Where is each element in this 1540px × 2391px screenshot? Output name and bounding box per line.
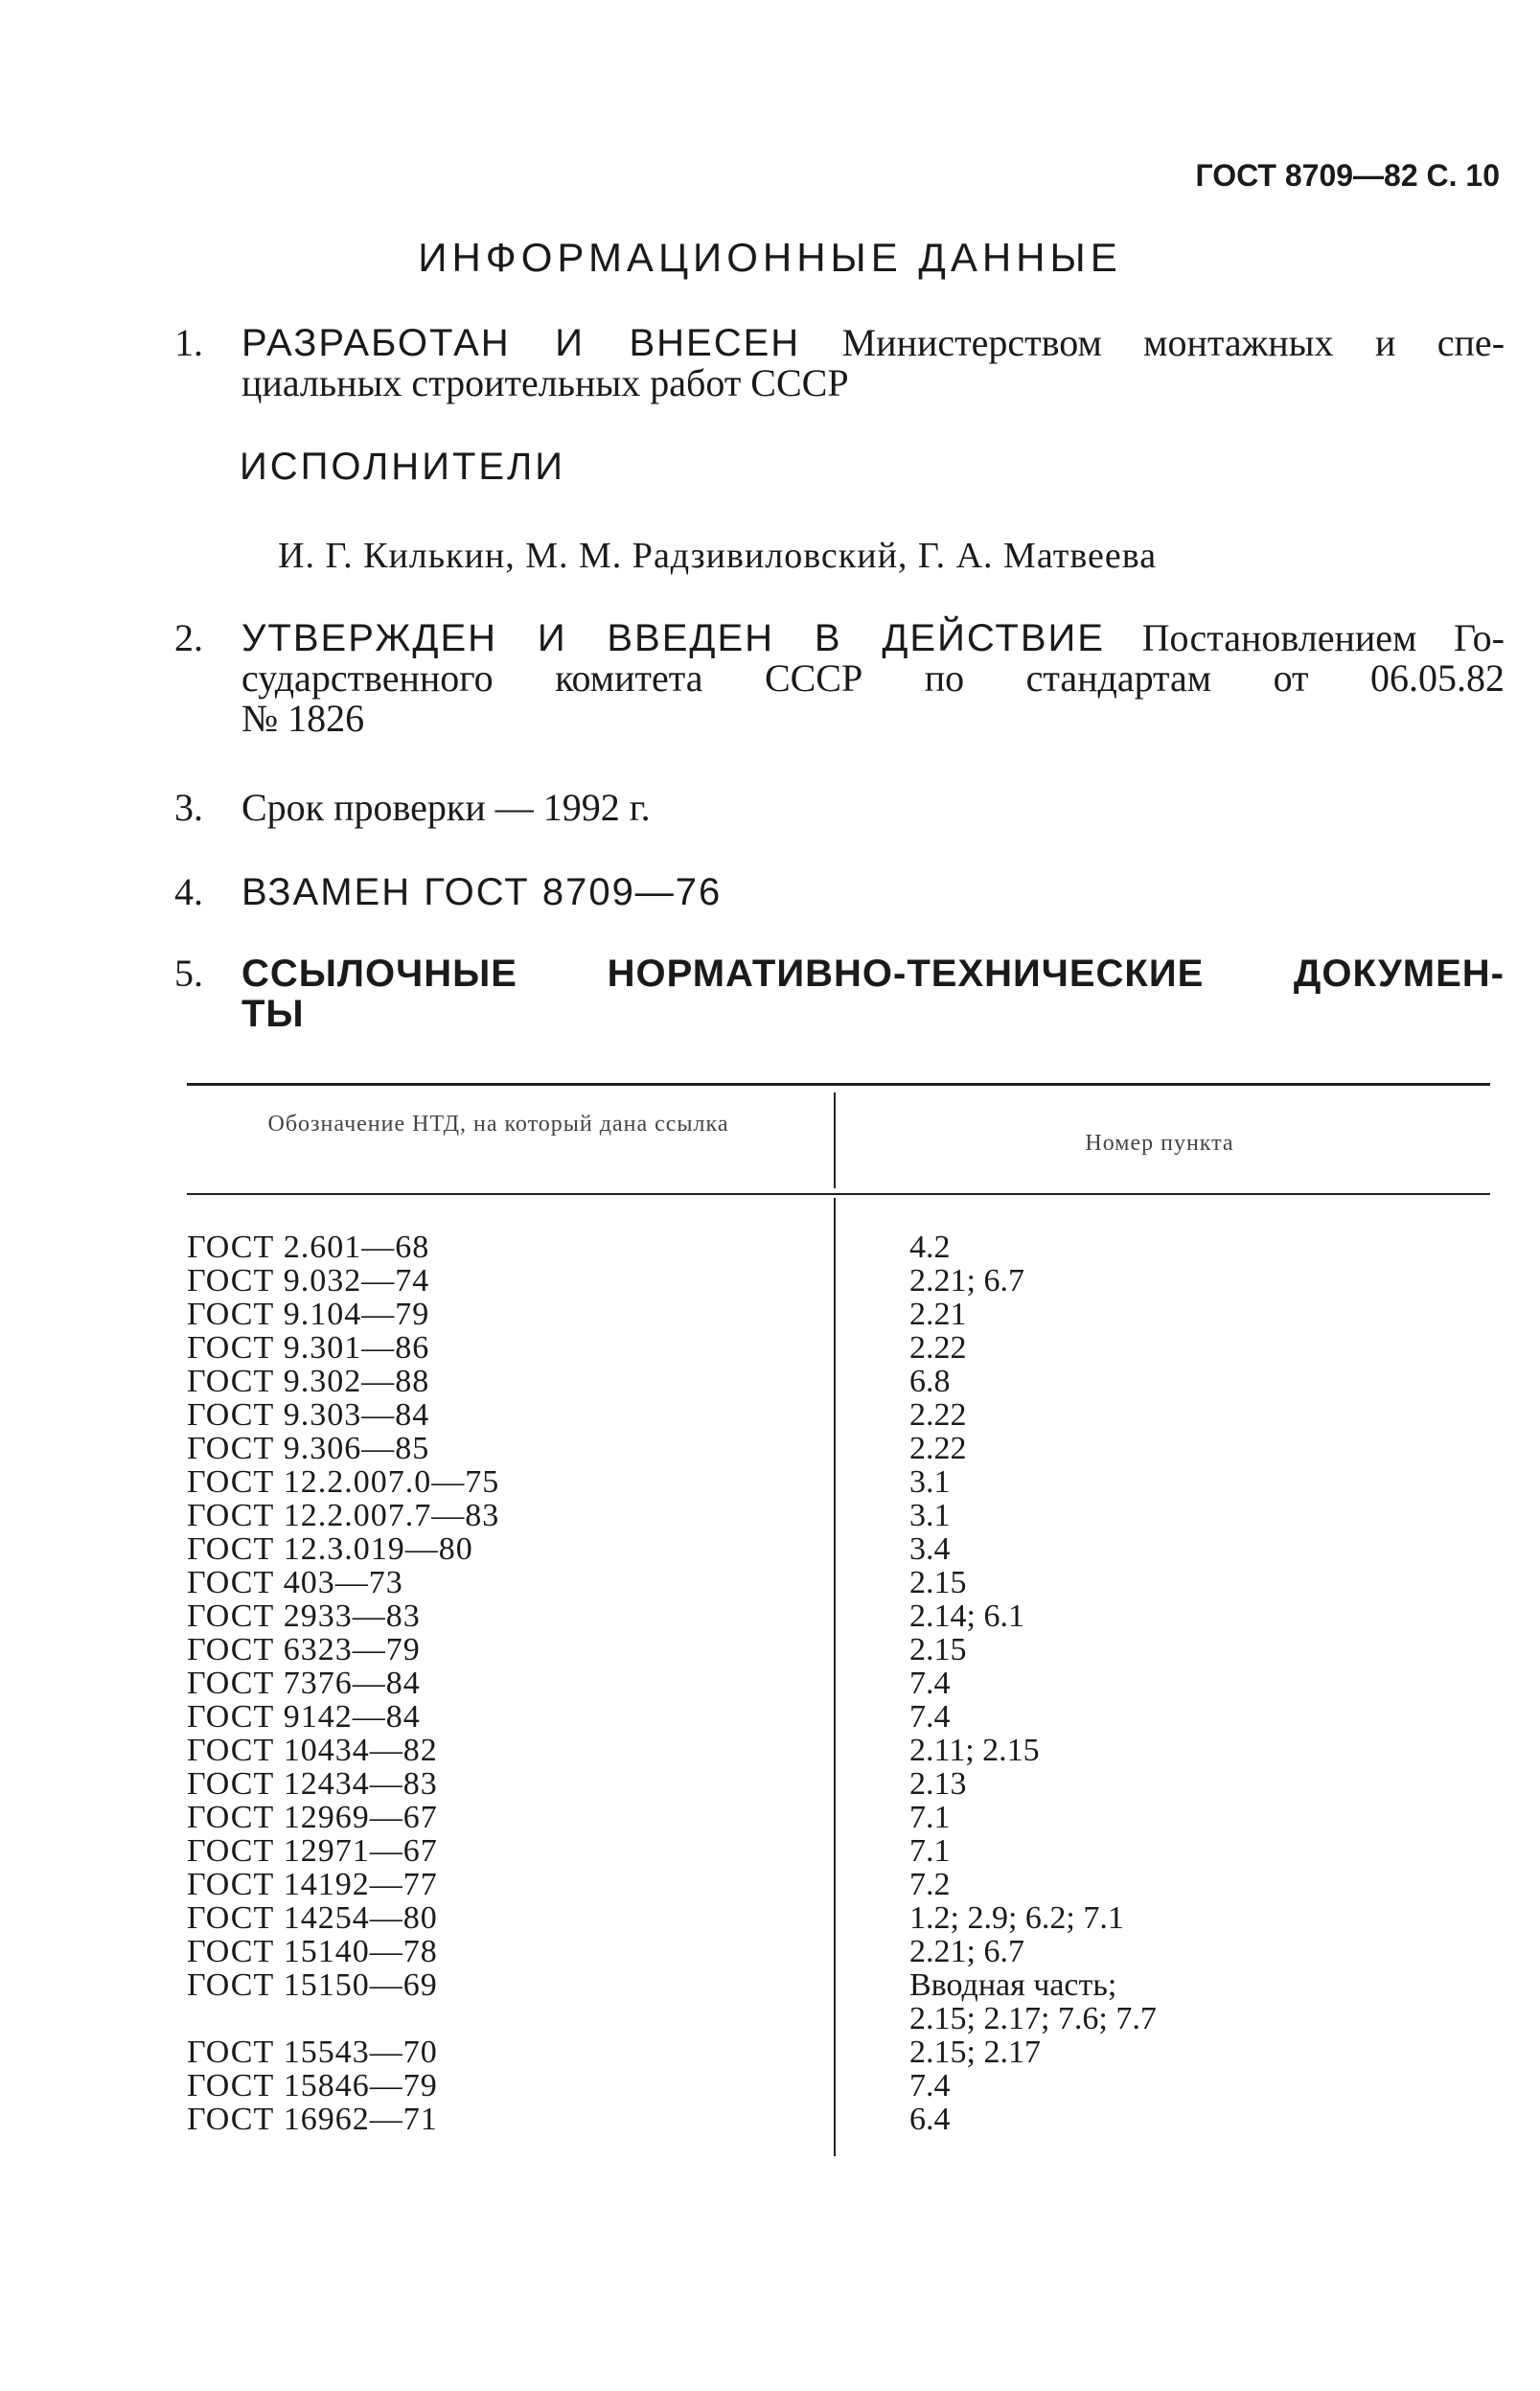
clause-numbers: 2.22 [909, 1397, 967, 1433]
executors-list: И. Г. Килькин, М. М. Радзивиловский, Г. А. Матвеева [278, 536, 1158, 576]
item-text: Министерством монтажных и спе- [841, 321, 1506, 364]
item-number: 3. [174, 786, 203, 829]
clause-numbers: 2.15 [909, 1565, 967, 1600]
table-row [187, 1667, 1490, 1700]
doc-designation: ГОСТ 7376—84 [187, 1666, 421, 1701]
clause-numbers: 2.22 [909, 1330, 967, 1366]
clause-numbers: 7.1 [909, 1800, 951, 1835]
clause-numbers: 2.15 [909, 1632, 967, 1667]
clause-numbers: 6.4 [909, 2102, 951, 2137]
clause-numbers: 7.1 [909, 1833, 951, 1869]
table-header-designation: Обозначение НТД, на который дана ссылка [267, 1112, 729, 1137]
table-row [187, 1532, 1490, 1566]
table-header-divider [834, 1092, 836, 1188]
item-number: 2. [174, 616, 203, 659]
table-row [187, 1868, 1490, 1901]
item-text: ССЫЛОЧНЫЕ НОРМАТИВНО-ТЕХНИЧЕСКИЕ ДОКУМЕН- [241, 953, 1505, 995]
item-text-line2: сударственного комитета СССР по стандартам от 06.05.82 [241, 656, 1505, 700]
table-row [187, 1398, 1490, 1432]
table-header-rule [187, 1193, 1490, 1195]
item-text-line3: № 1826 [241, 697, 365, 740]
clause-numbers: 2.13 [909, 1766, 967, 1802]
table-top-rule [187, 1083, 1490, 1086]
table-row [187, 1734, 1490, 1767]
doc-designation: ГОСТ 9.104—79 [187, 1297, 430, 1332]
clause-numbers: Вводная часть; 2.15; 2.17; 7.6; 7.7 [909, 1967, 1157, 2036]
clause-numbers: 7.2 [909, 1867, 951, 1902]
item-number: 5. [174, 952, 203, 995]
table-row [187, 1801, 1490, 1834]
doc-designation: ГОСТ 12971—67 [187, 1833, 438, 1869]
doc-designation: ГОСТ 16962—71 [187, 2102, 438, 2137]
table-row [187, 1264, 1490, 1298]
doc-designation: ГОСТ 12969—67 [187, 1800, 438, 1835]
table-row [187, 1935, 1490, 1968]
doc-designation: ГОСТ 10434—82 [187, 1733, 438, 1768]
table-row [187, 1767, 1490, 1801]
executors-label: ИСПОЛНИТЕЛИ [240, 446, 566, 488]
table-row [187, 1633, 1490, 1667]
item-number: 4. [174, 870, 203, 913]
clause-numbers: 3.1 [909, 1464, 951, 1500]
doc-designation: ГОСТ 15140—78 [187, 1934, 438, 1969]
doc-designation: ГОСТ 12.3.019—80 [187, 1531, 473, 1567]
doc-designation: ГОСТ 9142—84 [187, 1699, 421, 1735]
doc-designation: ГОСТ 12.2.007.0—75 [187, 1464, 500, 1500]
clause-numbers: 2.22 [909, 1431, 967, 1466]
table-row [187, 1599, 1490, 1633]
page-title: ИНФОРМАЦИОННЫЕ ДАННЫЕ [418, 235, 1122, 280]
doc-designation: ГОСТ 15543—70 [187, 2035, 438, 2070]
doc-designation: ГОСТ 9.301—86 [187, 1330, 430, 1366]
clause-numbers: 7.4 [909, 1666, 951, 1701]
clause-numbers: 1.2; 2.9; 6.2; 7.1 [909, 1900, 1124, 1936]
doc-designation: ГОСТ 6323—79 [187, 1632, 421, 1667]
item-replaces [174, 870, 1505, 913]
item-approved [174, 616, 1505, 740]
doc-designation: ГОСТ 9.306—85 [187, 1431, 430, 1466]
clause-numbers: 2.21 [909, 1297, 967, 1332]
doc-designation: ГОСТ 15846—79 [187, 2068, 438, 2104]
doc-designation: ГОСТ 2.601—68 [187, 1230, 430, 1265]
item-text: Постановлением Го- [1141, 616, 1505, 659]
doc-designation: ГОСТ 14254—80 [187, 1900, 438, 1936]
references-table-body [187, 1230, 1490, 2136]
clause-numbers: 2.11; 2.15 [909, 1733, 1040, 1768]
table-row [187, 1499, 1490, 1532]
doc-designation: ГОСТ 9.032—74 [187, 1263, 430, 1299]
doc-designation: ГОСТ 14192—77 [187, 1867, 438, 1902]
clause-numbers: 3.4 [909, 1531, 951, 1567]
doc-designation: ГОСТ 12.2.007.7—83 [187, 1498, 500, 1533]
table-row [187, 2069, 1490, 2103]
table-header-clause: Номер пункта [1085, 1131, 1234, 1156]
table-row [187, 2035, 1490, 2069]
table-row [187, 1230, 1490, 1264]
clause-numbers: 7.4 [909, 2068, 951, 2104]
clause-numbers: 3.1 [909, 1498, 951, 1533]
table-row [187, 1331, 1490, 1365]
clause-numbers: 2.21; 6.7 [909, 1263, 1024, 1299]
item-developed [174, 321, 1506, 404]
doc-designation: ГОСТ 12434—83 [187, 1766, 438, 1802]
item-references [174, 952, 1505, 1035]
table-row [187, 1968, 1490, 2035]
clause-numbers: 2.14; 6.1 [909, 1598, 1024, 1634]
item-lead: УТВЕРЖДЕН И ВВЕДЕН В ДЕЙСТВИЕ [241, 617, 1105, 659]
doc-designation: ГОСТ 9.302—88 [187, 1364, 430, 1399]
item-review-period [174, 786, 1505, 829]
doc-designation: ГОСТ 2933—83 [187, 1598, 421, 1634]
doc-designation: ГОСТ 403—73 [187, 1565, 403, 1600]
item-text-line2: ТЫ [241, 993, 305, 1035]
clause-numbers: 4.2 [909, 1230, 951, 1265]
table-row [187, 1432, 1490, 1465]
item-text: Срок проверки — 1992 г. [241, 786, 651, 829]
page-header: ГОСТ 8709—82 С. 10 [1195, 158, 1500, 193]
table-row [187, 1566, 1490, 1599]
table-row [187, 1465, 1490, 1499]
doc-designation: ГОСТ 15150—69 [187, 1967, 438, 2003]
doc-designation: ГОСТ 9.303—84 [187, 1397, 430, 1433]
clause-numbers: 7.4 [909, 1699, 951, 1735]
table-row [187, 1700, 1490, 1734]
item-text: ВЗАМЕН ГОСТ 8709—76 [241, 871, 723, 913]
clause-numbers: 2.21; 6.7 [909, 1934, 1024, 1969]
clause-numbers: 2.15; 2.17 [909, 2035, 1041, 2070]
table-row [187, 1365, 1490, 1398]
item-text-line2: циальных строительных работ СССР [241, 361, 849, 404]
table-row [187, 2103, 1490, 2136]
clause-numbers: 6.8 [909, 1364, 951, 1399]
item-number: 1. [174, 321, 203, 364]
table-row [187, 1901, 1490, 1935]
table-row [187, 1834, 1490, 1868]
table-row [187, 1298, 1490, 1331]
item-lead: РАЗРАБОТАН И ВНЕСЕН [241, 322, 801, 364]
